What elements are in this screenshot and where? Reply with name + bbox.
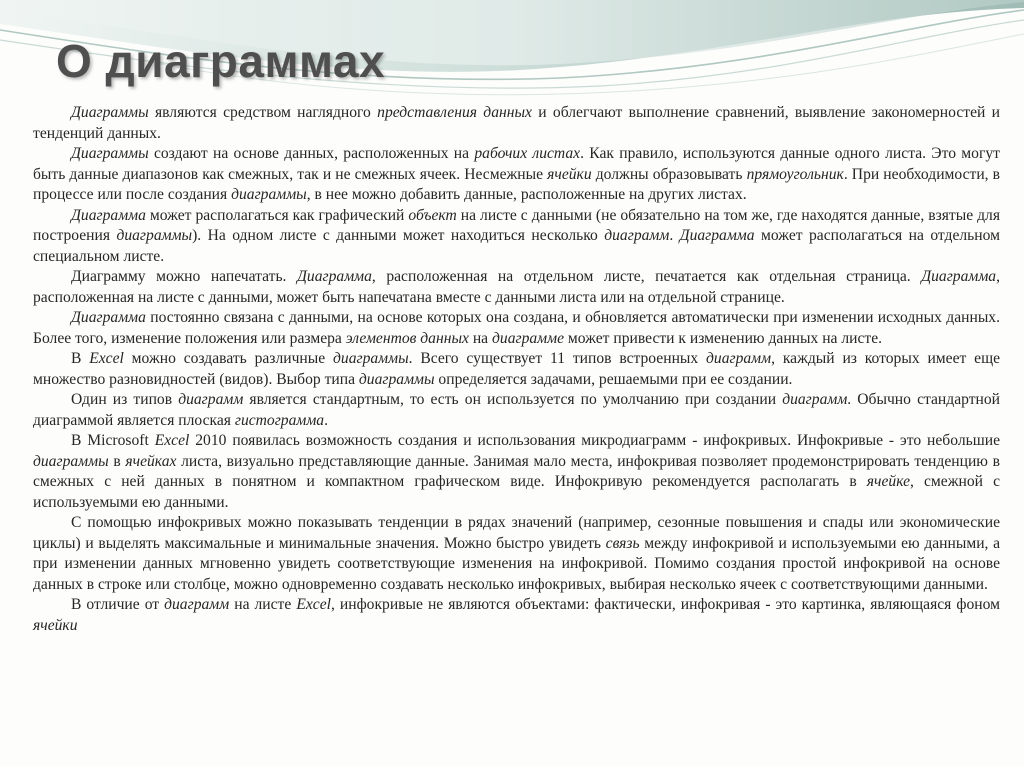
text-run: и облегчают выполнение сравнений, выявление закономерностей и тенденций данных. bbox=[33, 104, 1000, 142]
text-run: В Microsoft bbox=[71, 432, 155, 449]
italic-term: диаграмм bbox=[178, 391, 244, 408]
text-run: может привести к изменению данных на листе. bbox=[564, 329, 883, 347]
text-run: Диаграмму можно напечатать. bbox=[71, 268, 297, 285]
text-run: . При необходимости, в процессе или после создания bbox=[33, 165, 1001, 203]
italic-term: диаграмм bbox=[604, 227, 670, 244]
italic-term: ячейке bbox=[866, 473, 911, 490]
text-run: постоянно связана с данными, на основе которых она создана, и обновляется автоматически при изменении исходных данных. Более того, изменение положения или размера bbox=[33, 309, 1000, 347]
text-run: . Обычно стандартной диаграммой является плоская bbox=[33, 391, 1001, 429]
italic-term: Диаграммы bbox=[71, 104, 149, 121]
text-run: . Как правило, используются данные одного листа. Это могут быть данные диапазонов как смежных, так и не смежных ячеек. Несмежные bbox=[33, 145, 1000, 183]
italic-term: диаграмм bbox=[782, 391, 848, 408]
italic-term: прямоугольник bbox=[746, 165, 844, 183]
italic-term: связь bbox=[605, 534, 640, 552]
body-paragraph bbox=[33, 513, 1000, 595]
text-run: является стандартным, то есть он используется по умолчанию при создании bbox=[243, 391, 783, 408]
italic-term: ячейки bbox=[33, 616, 78, 634]
italic-term: элементов данных bbox=[345, 329, 469, 347]
italic-term: диаграммы bbox=[358, 370, 435, 388]
text-run: определяется задачами, решаемыми при ее создании. bbox=[434, 370, 793, 388]
italic-term: Excel bbox=[154, 432, 190, 449]
text-run: может располагаться на отдельном специальном листе. bbox=[33, 227, 1000, 265]
text-run: . Всего существует 11 типов встроенных bbox=[408, 350, 707, 367]
body-paragraph bbox=[33, 431, 1000, 513]
italic-term: Диаграммы bbox=[71, 145, 149, 162]
text-run: между инфокривой и используемыми ею данными, а при изменении данных мгновенно увидеть соответствующие изменения на инфокривой. Помимо создания простой инфокривой на основе данных в строке или столбце, можно одновременно создавать несколько инфокривых, выбирая несколько ячеек с соответствующими данными. bbox=[33, 534, 1001, 593]
body-paragraph bbox=[33, 349, 1000, 390]
body-paragraph bbox=[33, 144, 1000, 206]
italic-term: гистограмма bbox=[234, 411, 325, 429]
text-run: Один из типов bbox=[71, 391, 179, 408]
text-run: , каждый из которых имеет еще множество разновидностей (видов). Выбор типа bbox=[33, 350, 1000, 388]
text-run: должны образовывать bbox=[591, 165, 747, 183]
text-run: . bbox=[324, 411, 329, 429]
italic-term: диаграммы bbox=[33, 452, 109, 470]
italic-term: Диаграмма bbox=[71, 309, 146, 326]
text-run: создают на основе данных, расположенных на bbox=[148, 145, 475, 162]
text-run: может располагаться как графический bbox=[145, 206, 409, 224]
italic-term: диаграммы bbox=[333, 350, 409, 367]
text-run: ). На одном листе с данными может находиться несколько bbox=[192, 227, 605, 244]
italic-term: Диаграмма bbox=[71, 206, 146, 224]
text-run: В отличие от bbox=[71, 596, 165, 613]
body-paragraph bbox=[33, 595, 1000, 636]
body-paragraph bbox=[33, 206, 1000, 268]
slide-body-text bbox=[33, 103, 1000, 636]
body-paragraph bbox=[33, 308, 1000, 349]
text-run: на листе bbox=[229, 596, 297, 613]
italic-term: Excel bbox=[296, 596, 331, 613]
slide-title: О диаграммах bbox=[56, 35, 386, 87]
italic-term: объект bbox=[408, 206, 457, 224]
text-run: в bbox=[108, 452, 126, 470]
text-run: В bbox=[71, 350, 90, 367]
italic-term: Диаграмма bbox=[921, 268, 997, 285]
italic-term: ячейках bbox=[125, 452, 177, 470]
text-run: , инфокривые не являются объектами: фактически, инфокривая - это картинка, являющаяся фоном bbox=[330, 596, 1000, 613]
body-paragraph bbox=[33, 390, 1000, 431]
italic-term: представления данных bbox=[377, 104, 532, 121]
italic-term: Диаграмма bbox=[297, 268, 372, 285]
body-paragraph bbox=[33, 267, 1000, 308]
italic-term: диаграмм bbox=[164, 596, 230, 613]
text-run: можно создавать различные bbox=[123, 350, 334, 367]
text-run: на bbox=[468, 329, 493, 347]
italic-term: диаграммы bbox=[231, 186, 307, 203]
italic-term: диаграммы bbox=[116, 227, 193, 244]
text-run: , в нее можно добавить данные, расположенные на других листах. bbox=[306, 186, 747, 203]
text-run: на листе с данными (не обязательно на том же, где находятся данные, взятые для построения bbox=[33, 206, 1000, 244]
italic-term: рабочих листах bbox=[474, 145, 581, 162]
text-run: , расположенная на листе с данными, может быть напечатана вместе с данными листа или на отдельной странице. bbox=[33, 268, 1000, 306]
italic-term: диаграмм bbox=[706, 350, 772, 367]
text-run: , смежной с используемыми ею данными. bbox=[33, 473, 1000, 511]
text-run: являются средством наглядного bbox=[148, 104, 378, 121]
text-run: 2010 появилась возможность создания и использования микродиаграмм - инфокривых. Инфокривые - это небольшие bbox=[189, 432, 1000, 449]
italic-term: диаграмме bbox=[492, 329, 564, 347]
italic-term: Диаграмма bbox=[679, 227, 755, 244]
italic-term: Excel bbox=[89, 350, 124, 367]
text-run: листа, визуально представляющие данные. Занимая мало места, инфокривая позволяет продемонстрировать тенденцию в смежных с ней данных в понятном и компактном графическом виде. Инфокривую рекомендуется располагать в bbox=[33, 452, 1000, 490]
text-run: , расположенная на отдельном листе, печатается как отдельная страница. bbox=[371, 268, 922, 285]
italic-term: ячейки bbox=[547, 165, 592, 183]
text-run: С помощью инфокривых можно показывать тенденции в рядах значений (например, сезонные повышения и спады или экономические циклы) и выделять максимальные и минимальные значения. Можно быстро увидеть bbox=[33, 514, 1000, 552]
body-paragraph bbox=[33, 103, 1000, 144]
text-run: . bbox=[669, 227, 680, 244]
